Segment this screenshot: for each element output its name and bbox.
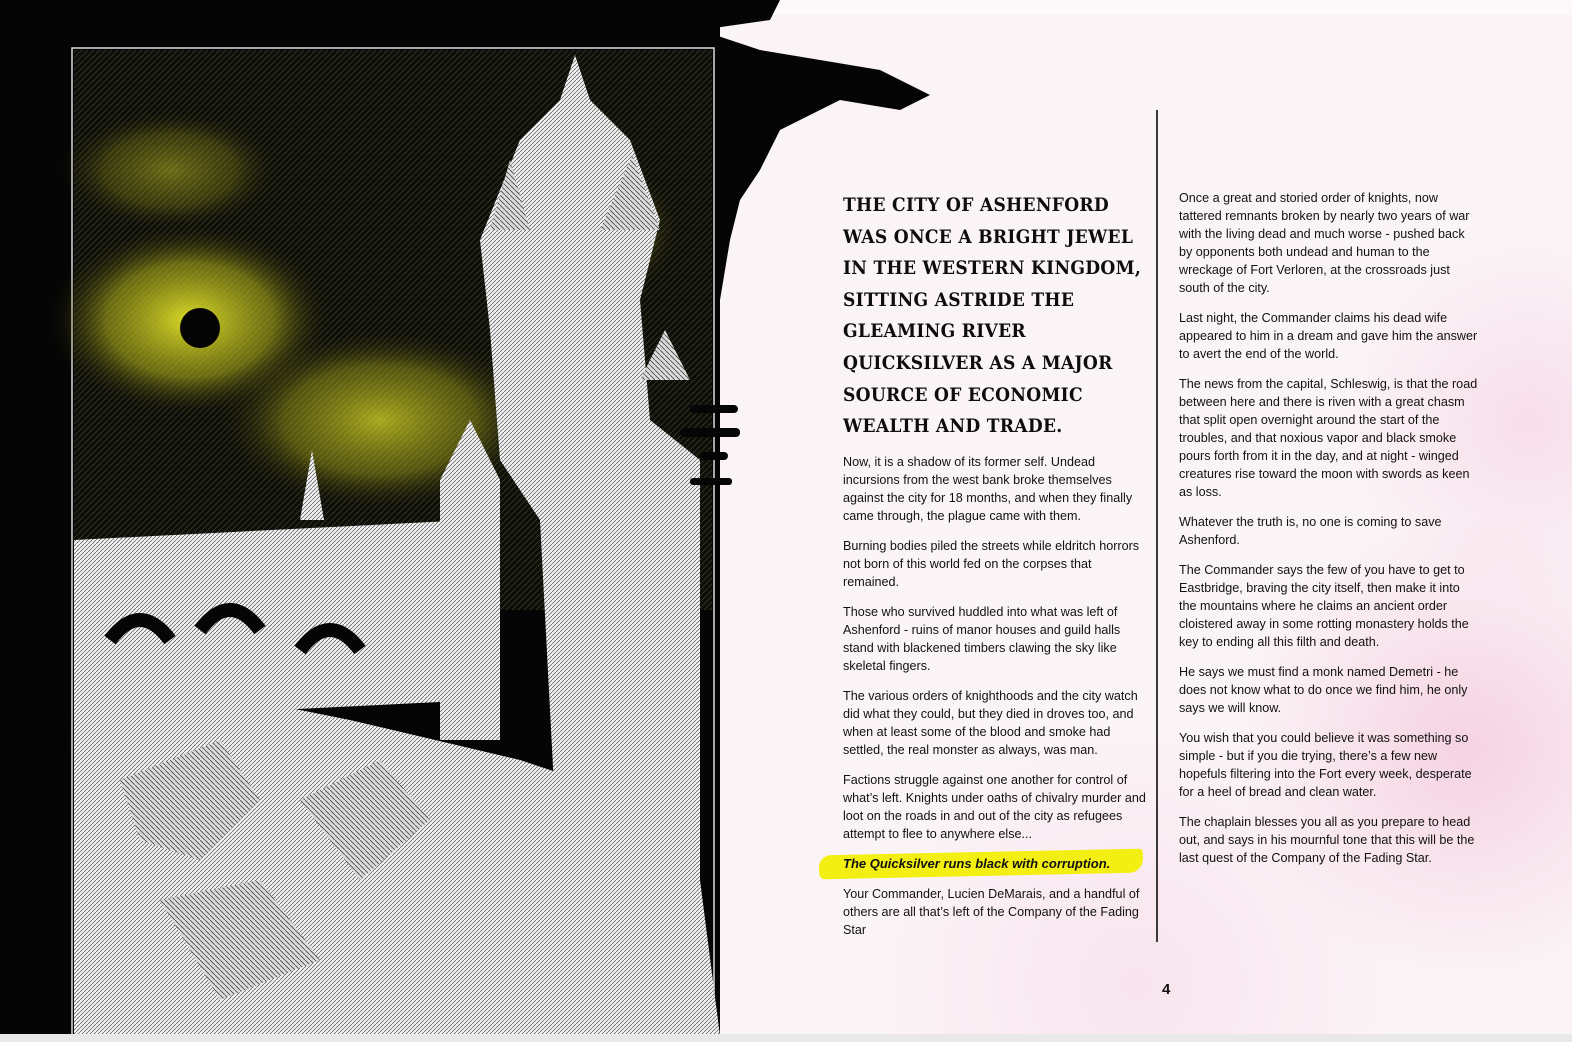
right-text-column	[1179, 189, 1479, 879]
page-number: 4	[1162, 981, 1171, 998]
headline: THE CITY OF ASHENFORD WAS ONCE A BRIGHT JEWEL IN THE WESTERN KINGDOM, SITTING ASTRIDE THE GLEAMING RIVER QUICKSILVER AS A MAJOR SOURCE OF ECONOMIC WEALTH AND TRADE.	[843, 194, 1142, 438]
left-paragraph-5: Factions struggle against one another for control of what’s left. Knights under oaths of chivalry murder and loot on the roads in and out of the city as refugees attempt to flee to anywhere else...	[843, 772, 1146, 841]
left-paragraph-1: Now, it is a shadow of its former self. Undead incursions from the west bank broke themselves against the city for 18 months, and when they finally came through, the plague came with them.	[843, 454, 1133, 523]
right-paragraph-6: He says we must find a monk named Demetri - he does not know what to do once we find him, he only says we will know.	[1179, 665, 1468, 715]
highlighted-callout	[843, 855, 1148, 873]
left-text-column	[843, 190, 1148, 951]
bottom-strip	[0, 1034, 1572, 1042]
right-paragraph-8: The chaplain blesses you all as you prepare to head out, and says in his mournful tone that this will be the last quest of the Company of the Fading Star.	[1179, 815, 1475, 865]
left-paragraph-3: Those who survived huddled into what was left of Ashenford - ruins of manor houses and guild halls stand with blackened timbers clawing the sky like skeletal fingers.	[843, 604, 1121, 673]
right-paragraph-5: The Commander says the few of you have to get to Eastbridge, braving the city itself, then make it into the mountains where he claims an ancient order cloistered away in some rotting monastery holds the key to ending all this filth and death.	[1179, 563, 1469, 649]
right-paragraph-7: You wish that you could believe it was something so simple - but if you die trying, there’s a few new hopefuls filtering into the Fort every week, desperate for a heel of bread and clean water.	[1179, 731, 1472, 799]
right-paragraph-4: Whatever the truth is, no one is coming to save Ashenford.	[1179, 515, 1442, 547]
right-paragraph-1: Once a great and storied order of knights, now tattered remnants broken by nearly two years of war with the living dead and much worse - pushed back by opponents both undead and human to the wreckage of Fort Verloren, at the crossroads just south of the city.	[1179, 191, 1470, 295]
right-paragraph-3: The news from the capital, Schleswig, is that the road between here and there is riven with a great chasm that split open overnight around the start of the troubles, and that noxious vapor and black smoke pours forth from it in the day, and at night - winged creatures rise toward the moon with swords as keen as loss.	[1179, 377, 1478, 499]
closing-paragraph: Your Commander, Lucien DeMarais, and a handful of others are all that’s left of the Company of the Fading Star	[843, 886, 1140, 937]
right-paragraph-2: Last night, the Commander claims his dead wife appeared to him in a dream and gave him the answer to avert the end of the world.	[1179, 311, 1478, 361]
left-paragraph-2: Burning bodies piled the streets while eldritch horrors not born of this world fed on the corpses that remained.	[843, 538, 1140, 589]
column-divider	[1156, 110, 1158, 942]
highlight-text: The Quicksilver runs black with corruption.	[843, 855, 1111, 871]
left-paragraph-4: The various orders of knighthoods and the city watch did what they could, but they died in droves too, and when at least some of the blood and smoke had settled, the real monster as always, was man.	[843, 688, 1138, 757]
